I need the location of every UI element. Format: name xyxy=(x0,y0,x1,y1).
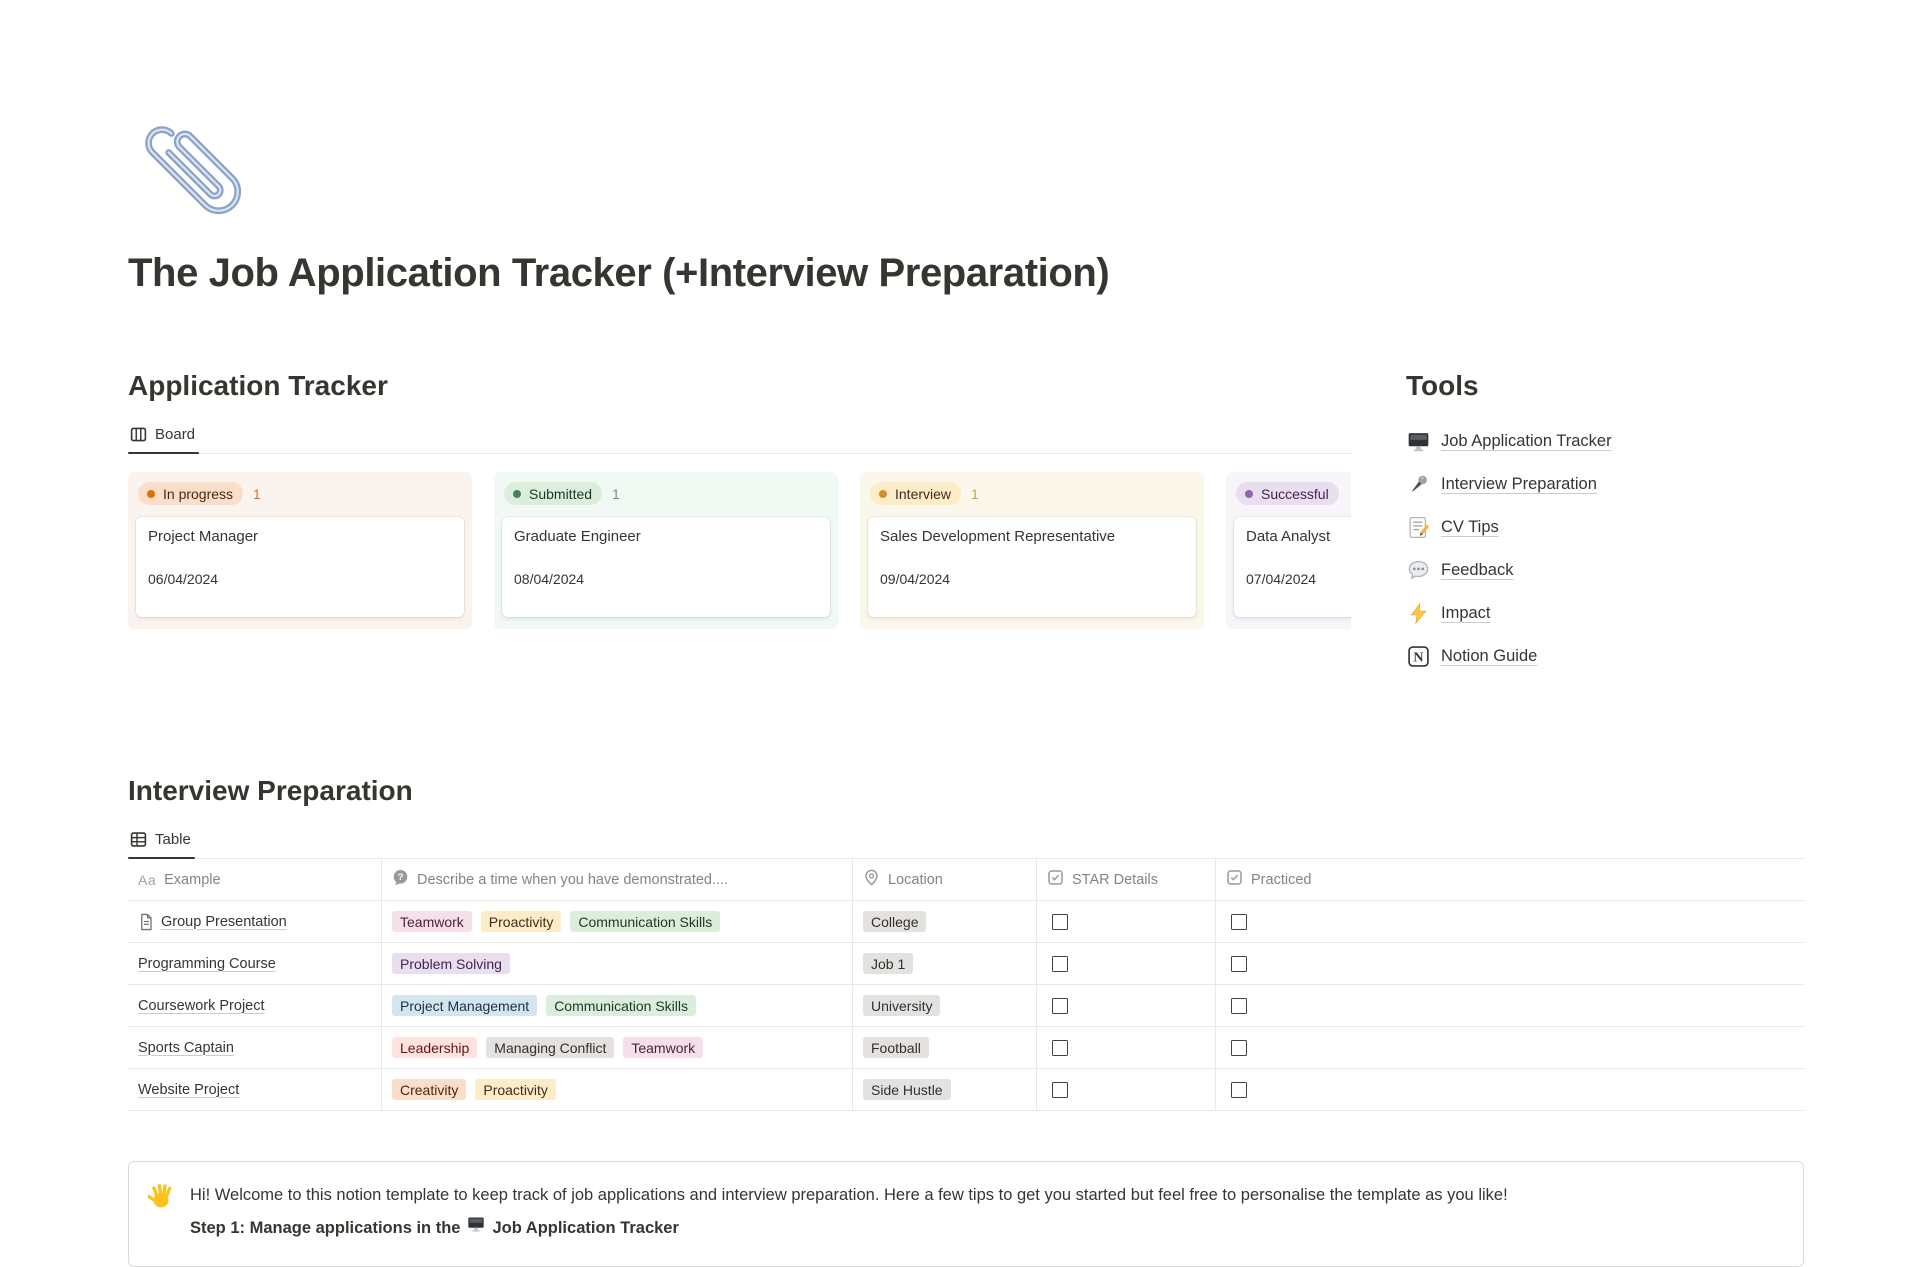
card-date: 06/04/2024 xyxy=(148,571,219,587)
star-details-checkbox[interactable] xyxy=(1052,914,1068,930)
practiced-cell[interactable] xyxy=(1216,1027,1804,1068)
memo-icon xyxy=(1406,516,1430,540)
page-title: The Job Application Tracker (+Interview Preparation) xyxy=(128,251,1110,295)
board-card[interactable] xyxy=(136,517,464,617)
table-header-row xyxy=(128,859,1804,901)
question-bubble-icon xyxy=(392,869,409,890)
row-page-link[interactable]: Coursework Project xyxy=(138,997,265,1014)
row-page-link[interactable]: Programming Course xyxy=(138,955,276,972)
column-count: 1 xyxy=(971,485,979,502)
star-details-cell[interactable] xyxy=(1037,1069,1216,1110)
tag: Communication Skills xyxy=(570,911,720,932)
star-details-cell[interactable] xyxy=(1037,985,1216,1026)
location-cell[interactable] xyxy=(853,943,1037,984)
tag: Football xyxy=(863,1037,929,1058)
status-pill[interactable] xyxy=(504,482,602,505)
callout-text: Hi! Welcome to this notion template to keep track of job applications and interview preparation. Here a few tips to get you started but feel free to personalise the template as you like! xyxy=(190,1186,1508,1204)
card-title: Graduate Engineer xyxy=(514,528,641,545)
tags-cell[interactable] xyxy=(382,1069,853,1110)
kanban-board xyxy=(128,472,1351,629)
desktop-computer-icon xyxy=(1406,430,1430,454)
tags-cell[interactable] xyxy=(382,985,853,1026)
tag: Communication Skills xyxy=(546,995,696,1016)
card-title: Project Manager xyxy=(148,528,259,545)
board-view-icon xyxy=(130,426,147,443)
table-view-icon xyxy=(130,831,147,848)
status-pill[interactable] xyxy=(870,482,961,505)
tags-cell[interactable] xyxy=(382,901,853,942)
svg-text:?: ? xyxy=(397,872,404,884)
location-cell[interactable] xyxy=(853,985,1037,1026)
column-header-example[interactable] xyxy=(128,859,382,900)
tag: Problem Solving xyxy=(392,953,510,974)
board-column-interview xyxy=(860,472,1204,629)
board-card[interactable] xyxy=(502,517,830,617)
tag: University xyxy=(863,995,940,1016)
column-header-describe[interactable] xyxy=(382,859,853,900)
tool-link-label: Interview Preparation xyxy=(1441,475,1597,493)
practiced-cell[interactable] xyxy=(1216,943,1804,984)
checkbox-type-icon xyxy=(1047,869,1064,890)
column-header-label: Practiced xyxy=(1251,871,1312,888)
desktop-computer-icon xyxy=(467,1212,485,1244)
board-column-successful xyxy=(1226,472,1351,629)
column-header-location[interactable] xyxy=(853,859,1037,900)
practiced-checkbox[interactable] xyxy=(1231,956,1247,972)
tool-link-label: CV Tips xyxy=(1441,518,1499,536)
practiced-cell[interactable] xyxy=(1216,1069,1804,1110)
status-pill[interactable] xyxy=(138,482,243,505)
status-dot-icon xyxy=(513,490,521,498)
microphone-icon xyxy=(1406,473,1430,497)
tag: Managing Conflict xyxy=(486,1037,614,1058)
svg-text:N: N xyxy=(1412,649,1424,666)
board-card[interactable] xyxy=(1234,517,1351,617)
board-column-in-progress xyxy=(128,472,472,629)
tool-link-cv-tips[interactable] xyxy=(1406,506,1806,549)
location-cell[interactable] xyxy=(853,1027,1037,1068)
card-date: 09/04/2024 xyxy=(880,571,951,587)
card-title: Data Analyst xyxy=(1246,528,1331,545)
example-cell[interactable] xyxy=(128,943,382,984)
table-row xyxy=(128,901,1804,943)
tool-link-feedback[interactable] xyxy=(1406,549,1806,592)
column-count: 1 xyxy=(612,485,620,502)
card-date: 08/04/2024 xyxy=(514,571,585,587)
board-column-submitted xyxy=(494,472,838,629)
example-cell[interactable] xyxy=(128,901,382,942)
column-header-label: Location xyxy=(888,871,943,888)
row-page-link[interactable]: Group Presentation xyxy=(161,913,287,930)
tag: Side Hustle xyxy=(863,1079,951,1100)
status-dot-icon xyxy=(1245,490,1253,498)
tags-cell[interactable] xyxy=(382,943,853,984)
status-dot-icon xyxy=(879,490,887,498)
star-details-cell[interactable] xyxy=(1037,943,1216,984)
step-page-link[interactable]: Job Application Tracker xyxy=(492,1219,679,1237)
example-cell[interactable] xyxy=(128,1069,382,1110)
application-tracker-heading: Application Tracker xyxy=(128,370,388,401)
tags-cell[interactable] xyxy=(382,1027,853,1068)
column-header-label: Describe a time when you have demonstrated.... xyxy=(417,871,729,888)
page-document-icon xyxy=(138,913,154,931)
tool-link-label: Job Application Tracker xyxy=(1441,432,1612,450)
interview-preparation-heading: Interview Preparation xyxy=(128,775,413,806)
status-label: In progress xyxy=(163,485,234,502)
tag: Proactivity xyxy=(481,911,562,932)
tag: College xyxy=(863,911,926,932)
example-cell[interactable] xyxy=(128,985,382,1026)
table-row xyxy=(128,1069,1804,1111)
star-details-checkbox[interactable] xyxy=(1052,956,1068,972)
tag: Leadership xyxy=(392,1037,477,1058)
row-page-link[interactable]: Sports Captain xyxy=(138,1039,234,1056)
tool-link-label: Notion Guide xyxy=(1441,647,1538,665)
waving-hand-icon xyxy=(148,1182,175,1244)
tag: Creativity xyxy=(392,1079,466,1100)
callout-step-line xyxy=(190,1212,1508,1244)
tools-section xyxy=(1406,368,1806,678)
speech-balloon-icon xyxy=(1406,559,1430,583)
location-pin-icon xyxy=(863,869,880,890)
status-label: Submitted xyxy=(529,485,593,502)
checkbox-type-icon xyxy=(1226,869,1243,890)
tool-link-impact[interactable] xyxy=(1406,592,1806,635)
tool-link-notion-guide[interactable] xyxy=(1406,635,1806,678)
practiced-checkbox[interactable] xyxy=(1231,998,1247,1014)
status-label: Interview xyxy=(895,485,952,502)
tab-table[interactable] xyxy=(128,831,195,858)
tool-link-label: Feedback xyxy=(1441,561,1514,579)
table-row xyxy=(128,985,1804,1027)
table-row xyxy=(128,1027,1804,1069)
column-header-label: Example xyxy=(164,871,221,888)
step-text: Step 1: Manage applications in the xyxy=(190,1219,461,1237)
status-dot-icon xyxy=(147,490,155,498)
practiced-checkbox[interactable] xyxy=(1231,914,1247,930)
table-view-tabbar xyxy=(128,831,1804,859)
tool-link-job-application-tracker[interactable] xyxy=(1406,420,1806,463)
row-page-link[interactable]: Website Project xyxy=(138,1081,240,1098)
star-details-cell[interactable] xyxy=(1037,901,1216,942)
example-cell[interactable] xyxy=(128,1027,382,1068)
tag: Teamwork xyxy=(392,911,472,932)
tools-heading: Tools xyxy=(1406,370,1479,401)
star-details-checkbox[interactable] xyxy=(1052,998,1068,1014)
tool-link-interview-preparation[interactable] xyxy=(1406,463,1806,506)
column-header-star-details[interactable] xyxy=(1037,859,1216,900)
tag: Job 1 xyxy=(863,953,913,974)
column-header-label: STAR Details xyxy=(1072,871,1158,888)
practiced-cell[interactable] xyxy=(1216,901,1804,942)
column-header-practiced[interactable] xyxy=(1216,859,1804,900)
paperclip-icon[interactable] xyxy=(130,102,260,234)
title-type-icon: Aa xyxy=(138,871,157,888)
tab-board-label: Board xyxy=(155,426,196,443)
board-card[interactable] xyxy=(868,517,1196,617)
board-view-tabbar xyxy=(128,426,1351,454)
practiced-checkbox[interactable] xyxy=(1231,1040,1247,1056)
star-details-cell[interactable] xyxy=(1037,1027,1216,1068)
notion-logo-icon xyxy=(1406,645,1430,669)
application-tracker-section xyxy=(128,368,1351,678)
star-details-checkbox[interactable] xyxy=(1052,1082,1068,1098)
tag: Project Management xyxy=(392,995,537,1016)
card-title: Sales Development Representative xyxy=(880,528,1116,545)
tab-board[interactable] xyxy=(128,426,199,453)
location-cell[interactable] xyxy=(853,901,1037,942)
card-date: 07/04/2024 xyxy=(1246,571,1317,587)
notion-page-content xyxy=(128,0,1804,1267)
high-voltage-icon xyxy=(1406,602,1430,626)
status-label: Successful xyxy=(1261,485,1329,502)
practiced-cell[interactable] xyxy=(1216,985,1804,1026)
star-details-checkbox[interactable] xyxy=(1052,1040,1068,1056)
location-cell[interactable] xyxy=(853,1069,1037,1110)
column-count: 1 xyxy=(253,485,261,502)
tag: Teamwork xyxy=(623,1037,703,1058)
interview-preparation-table xyxy=(128,859,1804,1111)
status-pill[interactable] xyxy=(1236,482,1339,505)
welcome-callout xyxy=(128,1161,1804,1267)
practiced-checkbox[interactable] xyxy=(1231,1082,1247,1098)
table-row xyxy=(128,943,1804,985)
tool-link-label: Impact xyxy=(1441,604,1491,622)
tab-table-label: Table xyxy=(155,831,191,848)
tag: Proactivity xyxy=(475,1079,556,1100)
